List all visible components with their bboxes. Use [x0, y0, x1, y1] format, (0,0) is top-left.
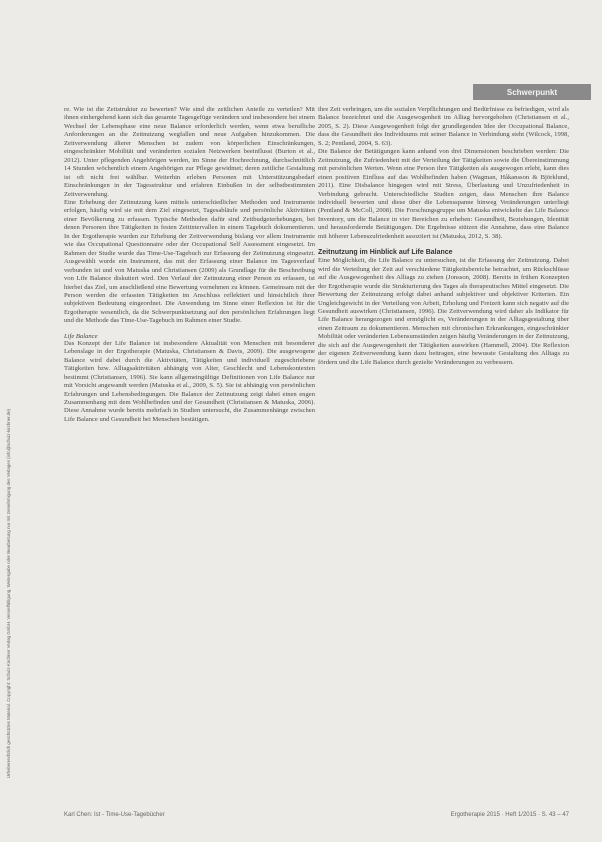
body-paragraph: Die Balance der Betätigungen kann anhand von drei Dimensionen beschrieben werden: Die Zeitnutzung, die Zufriedenheit mit der Verteilung der Tätigkeiten sowie die Übereinstimmung mit persönlichen Werten. Wenn eine Person ihre Tätigkeiten als ausgewogen erlebt, kann dies einen positiven Einfluss auf das Wohlbefinden haben (Wagman, Håkansson & Björklund, 2011). Eine Disbalance hingegen wird mit Stress, Überlastung und Unzufriedenheit in Verbindung gebracht. Unterschiedliche Studien zeigen, dass Menschen ihre Balance individuell bewerten und diese über die Lebensspanne hinweg Veränderungen unterliegt (Pentland & McColl, 2008). Die Forschungsgruppe um Matuska entwickelte das Life Balance Inventory, um die Balance in vier Bereichen zu erheben: Gesundheit, Beziehungen, Identität und herausfordernde Betätigungen. Die Ergebnisse stützen die Annahme, dass eine Balance mit höherer Lebenszufriedenheit assoziiert ist (Matuska, 2012, S. 38).: [318, 148, 569, 240]
body-paragraph: Das Konzept der Life Balance ist insbesondere Aktualität von Menschen mit besonderer Lebenslage in der Ergotherapie (Matuska, Christiansen & Davis, 2009). Die ausgewogene Balance wird dabei durch die Aktivitäten, Tätigkeiten und individuell zugeschriebene Tätigkeiten bzw. Alltagsaktivitäten abhängig von Alter, Geschlecht und Lebenskontexten bestimmt (Christiansen, 1996). Sie kann allgemeingültige Definitionen von Life Balance nur mit Vorsicht angewandt werden (Matuska et al., 2009, S. 5). Sie ist abhängig von persönlichen Erfahrungen und Lebensbedingungen. Die Balance der Zeitnutzung zeigt dabei einen engen Zusammenhang mit dem Wohlbefinden und der Gesundheit (Christiansen & Matuska, 2006). Diese Annahme wurde bereits mehrfach in Studien untersucht, die Zusammenhänge zwischen Life Balance und Gesundheit bei Menschen bestätigen.: [64, 339, 315, 423]
body-paragraph: re. Wie ist die Zeitstruktur zu bewerten? Wie sind die zeitlichen Anteile zu verteilen? Mit ihnen einhergehend kann sich das gesamte Tagesgefüge verändern und insbesondere bei einem Wechsel der Lebensphase eine neue Balance erforderlich werden, wenn etwa berufliche Anforderungen an die Zeitnutzung wegfallen und neue Aufgaben hinzukommen. Die Zeitverwendung älterer Menschen ist zudem von körperlichen Einschränkungen, eingeschränkter Mobilität und veränderten sozialen Netzwerken beeinflusst (Burton et al., 2012). Unter pflegenden Angehörigen werden, im Sinne der Hochrechnung, durchschnittlich 14 Stunden wöchentlich einem Angehörigen zur Pflege gewidmet; deren zeitliche Gestaltung ist oft nicht frei wählbar. Weiterhin erleben Personen mit Unterstützungsbedarf Einschränkungen in der Tagesstruktur und erfahren Einbußen in der selbstbestimmten Zeitverwendung.: [64, 106, 315, 198]
section-heading: Zeitnutzung im Hinblick auf Life Balance: [318, 249, 453, 257]
right-column: [318, 106, 569, 367]
footer-left-citation: Karl Chen: Ist - Time-Use-Tagebücher: [64, 812, 165, 818]
body-paragraph: Eine Erhebung der Zeitnutzung kann mittels unterschiedlicher Methoden und Instrumente erfolgen, häufig wird sie mit dem Ziel eingesetzt, Tagesabläufe und persönliche Aktivitäten einer Bevölkerung zu erfassen. Typische Methoden dafür sind Zeitbudgeterhebungen, bei denen Personen ihre Tätigkeiten in festen Zeitintervallen in einem Tagebuch dokumentieren. In der Ergotherapie wurden zur Erhebung der Zeitverwendung bislang vor allem Instrumente wie das Occupational Questionnaire oder der Occupational Self Assessment eingesetzt. Im Rahmen der Studie wurde das Time-Use-Tagebuch zur Erfassung der Zeitnutzung eingesetzt. Ausgewählt wurde ein Instrument, das mit der Erfassung einer Balance im Tagesverlauf verbunden ist und von Matuska und Christiansen (2009) als Grundlage für die Beschreibung von Life Balance diskutiert wird. Den Verlauf der Zeitnutzung einer Person zu erfassen, ist hierbei das Ziel, um anschließend eine Bewertung vornehmen zu können. Gemeinsam mit der Person werden die erfassten Tätigkeiten im Anschluss reflektiert und hinsichtlich ihrer subjektiven Bedeutung eingeordnet. Die Anwendung im Sinne einer Reflexion ist für die Ergotherapie wesentlich, da die Schwerpunktsetzung auf den persönlichen Erfahrungen liegt und die Methode das Time-Use-Tagebuch im Rahmen einer Studie.: [64, 198, 315, 325]
subheading-life-balance: Life Balance: [64, 332, 98, 340]
footer-right-citation: Ergotherapie 2015 · Heft 1/2015 · S. 43 – 47: [450, 812, 569, 818]
body-paragraph: Eine Möglichkeit, die Life Balance zu untersuchen, ist die Erfassung der Zeitnutzung. Dabei wird die Verteilung der Zeit auf verschiedene Tätigkeitsbereiche betrachtet, um Rückschlüsse auf die Ausgewogenheit des Alltags zu ziehen (Jonsson, 2008). Bereits in frühen Konzepten der Ergotherapie wurde die Strukturierung des Tages als therapeutisches Mittel eingesetzt. Die Bewertung der Zeitnutzung erfolgt dabei anhand subjektiver und objektiver Kriterien. Ein Ungleichgewicht in der Verteilung von Arbeit, Erholung und Freizeit kann sich negativ auf die Gesundheit auswirken (Christiansen, 1996). Die Zeitverwendung wird daher als Indikator für Life Balance herangezogen und ermöglicht es, Veränderungen in der Alltagsgestaltung über einen Zeitraum zu dokumentieren. Menschen mit chronischen Erkrankungen, eingeschränkter Mobilität oder veränderten Lebensumständen zeigen häufig Veränderungen in der Zeitnutzung, die sich auf die Ausgewogenheit der Tätigkeiten auswirken (Hammell, 2004). Die Reflexion der eigenen Zeitverwendung kann dazu beitragen, eine bewusste Gestaltung des Alltags zu fördern und die Life Balance durch gezielte Veränderungen zu verbessern.: [318, 257, 569, 366]
section-rubric: Schwerpunkt: [473, 84, 591, 100]
page-footer: [64, 812, 569, 818]
body-paragraph: ihre Zeit verbringen, um die sozialen Verpflichtungen und Bedürfnisse zu befriedigen, wird als Balance bezeichnet und die Ausgewogenheit im Alltag hervorgehoben (Christiansen et al., 2005, S. 2). Diese Ausgewogenheit folgt der grundlegenden Idee der Occupational Balance, dass die Gesundheit des Individuums mit seiner Balance in Verbindung steht (Wilcock, 1998, S. 2; Pentland, 2004, S. 63).: [318, 106, 569, 147]
copyright-sidebar-text: Urheberrechtlich geschütztes Material. Copyright: Schulz-Kirchner Verlag GmbH. Vervielfältigung, Weitergabe oder Bearbeitung nur mit Genehmigung des Verlages (info@schulz-kirchner.de): [6, 409, 11, 778]
left-column: [64, 106, 315, 424]
